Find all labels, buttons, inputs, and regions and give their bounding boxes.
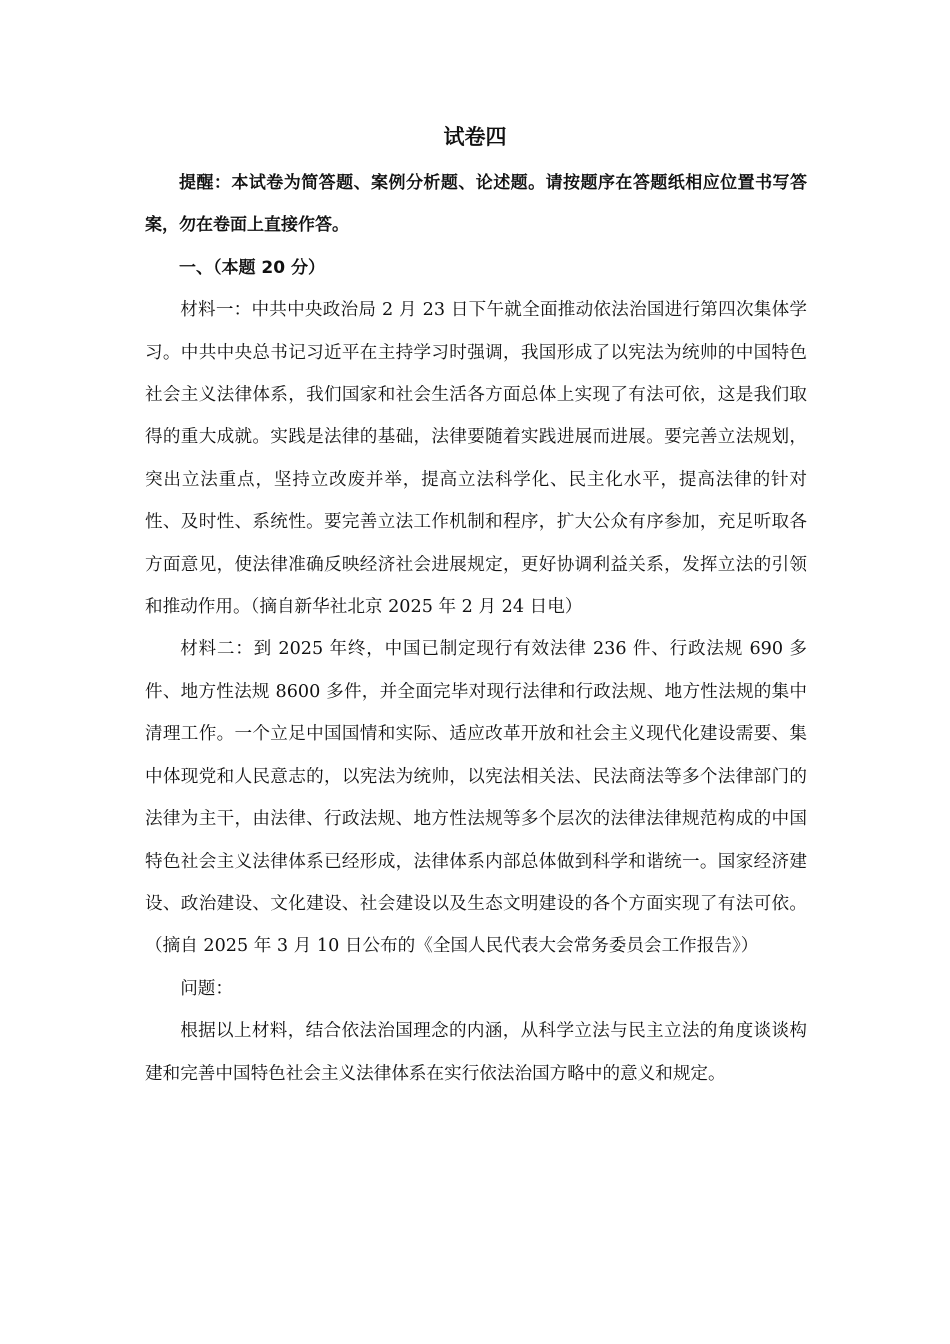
material-one-paragraph: 材料一：中共中央政治局 2 月 23 日下午就全面推动依法治国进行第四次集体学习。中共中央总书记习近平在主持学习时强调，我国形成了以宪法为统帅的中国特色社会主义法律体系，我们国家和社会生活各方面总体上实现了有法可依，这是我们取得的重大成就。实践是法律的基础，法律要随着实践进展而进展。要完善立法规划，突出立法重点，坚持立改废并举，提高立法科学化、民主化水平，提高法律的针对性、及时性、系统性。要完善立法工作机制和程序，扩大公众有序参加，充足听取各方面意见，使法律准确反映经济社会进展规定，更好协调利益关系，发挥立法的引领和推动作用。（摘自新华社北京 2025 年 2 月 24 日电） — [145, 300, 807, 618]
question-label: 问题： — [180, 978, 233, 999]
page-title: 试卷四 — [443, 125, 507, 149]
question-paragraph: 根据以上材料，结合依法治国理念的内涵，从科学立法与民主立法的角度谈谈构建和完善中国特色社会主义法律体系在实行依法治国方略中的意义和规定。 — [145, 1021, 807, 1084]
section-heading: 一、（本题 20 分） — [179, 257, 325, 278]
reminder-paragraph: 提醒：本试卷为简答题、案例分析题、论述题。请按题序在答题纸相应位置书写答案，勿在卷面上直接作答。 — [145, 173, 807, 236]
document-body — [145, 162, 807, 1095]
material-two-paragraph: 材料二：到 2025 年终，中国已制定现行有效法律 236 件、行政法规 690 多件、地方性法规 8600 多件，并全面完毕对现行法律和行政法规、地方性法规的集中清理工作。一个立足中国国情和实际、适应改革开放和社会主义现代化建设需要、集中体现党和人民意志的，以宪法为统帅，以宪法相关法、民法商法等多个法律部门的法律为主干，由法律、行政法规、地方性法规等多个层次的法律法律规范构成的中国特色社会主义法律体系已经形成，法律体系内部总体做到科学和谐统一。国家经济建设、政治建设、文化建设、社会建设以及生态文明建设的各个方面实现了有法可依。（摘自 2025 年 3 月 10 日公布的《全国人民代表大会常务委员会工作报告》） — [145, 639, 807, 957]
